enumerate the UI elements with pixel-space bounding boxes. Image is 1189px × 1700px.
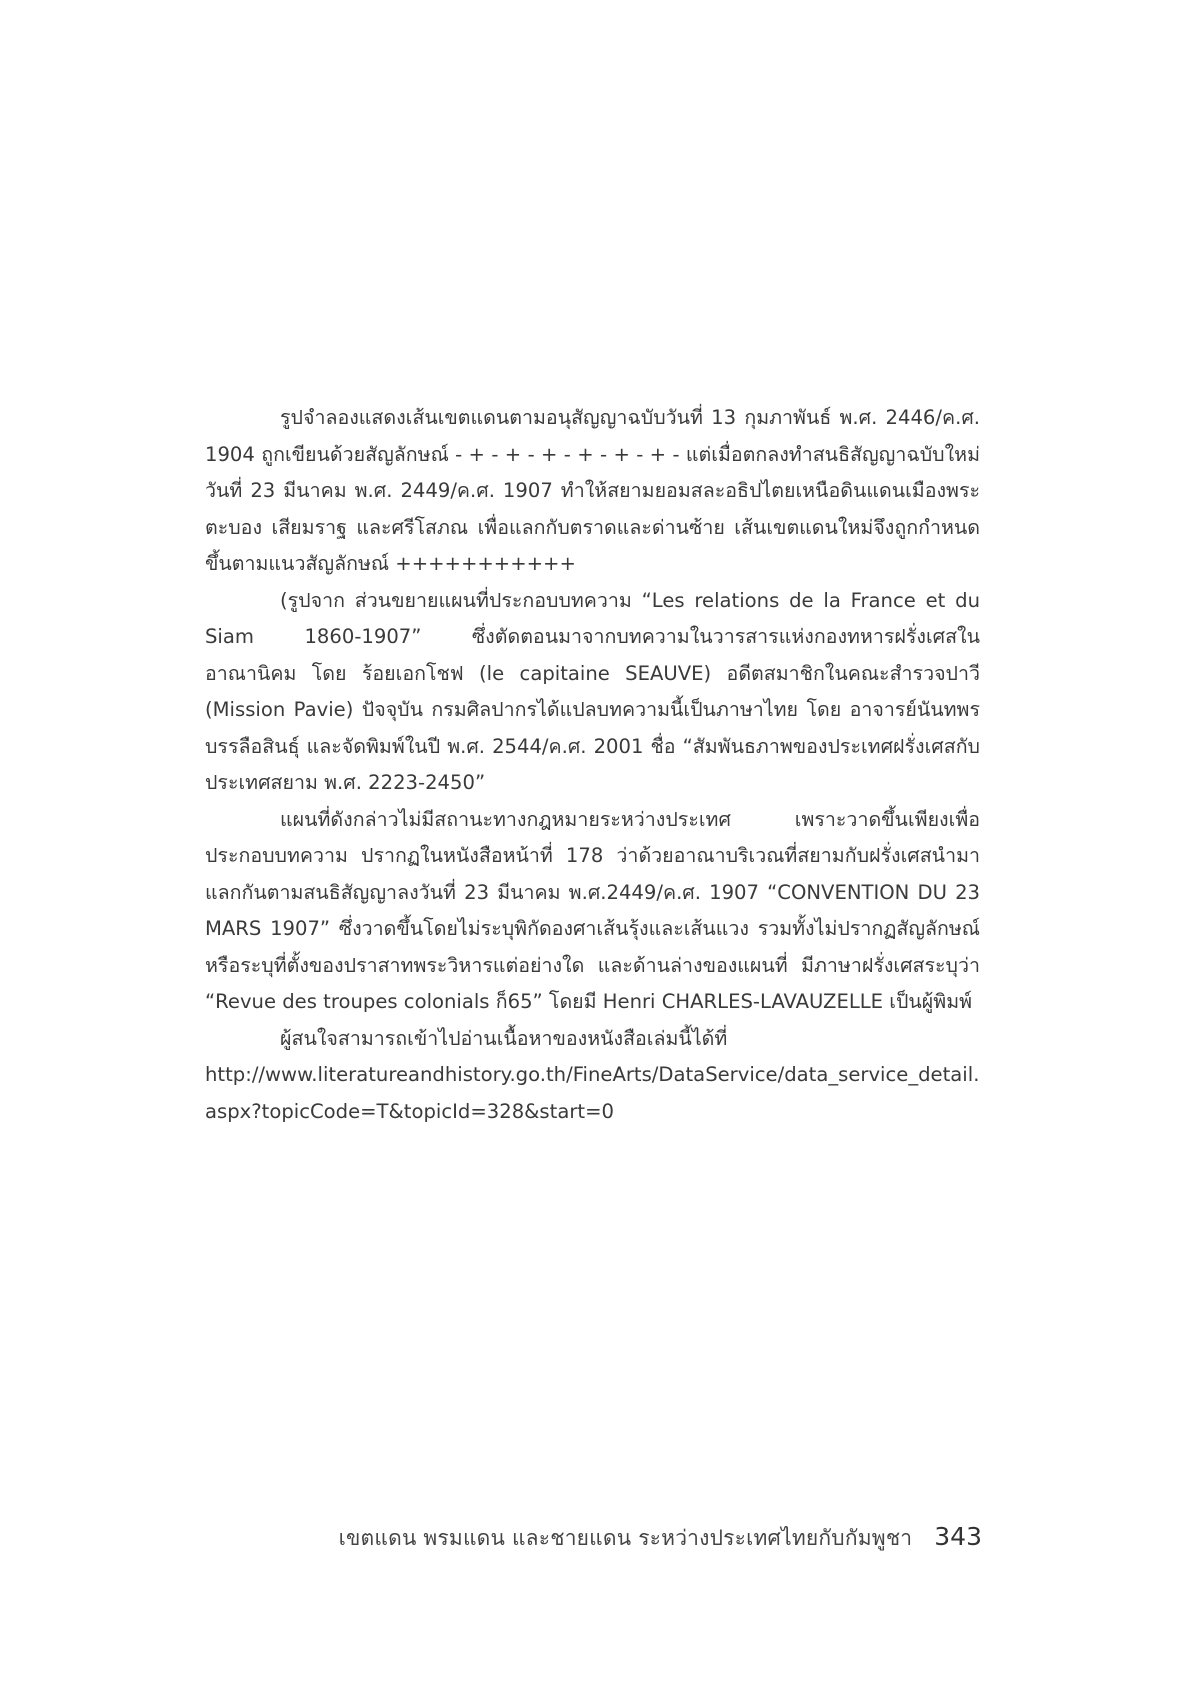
running-title: เขตแดน พรมแดน และชายแดน ระหว่างประเทศไทยกับกัมพูชา — [338, 1526, 913, 1550]
paragraph-map-source: (รูปจาก ส่วนขยายแผนที่ประกอบบทความ “Les relations de la France et du Siam 1860-1907” ซึ่งตัดตอนมาจากบทความในวารสารแห่งกองทหารฝรั่งเศสในอาณานิคม โดย ร้อยเอกโชฟ (le capitaine SEAUVE) อดีตสมาชิกในคณะสำรวจปาวี (Mission Pavie) ปัจจุบัน กรมศิลปากรได้แปลบทความนี้เป็นภาษาไทย โดย อาจารย์นันทพร บรรลือสินธุ์ และจัดพิมพ์ในปี พ.ศ. 2544/ค.ศ. 2001 ชื่อ “สัมพันธภาพของประเทศฝรั่งเศสกับประเทศสยาม พ.ศ. 2223-2450” — [205, 588, 980, 794]
paragraph-map-description: รูปจำลองแสดงเส้นเขตแดนตามอนุสัญญาฉบับวันที่ 13 กุมภาพันธ์ พ.ศ. 2446/ค.ศ. 1904 ถูกเขียนด้วยสัญลักษณ์ - + - + - + - + - + - + - แต่เมื่อตกลงทำสนธิสัญญาฉบับใหม่วันที่ 23 มีนาคม พ.ศ. 2449/ค.ศ. 1907 ทำให้สยามยอมสละอธิปไตยเหนือดินแดนเมืองพระตะบอง เสียมราฐ และศรีโสภณ เพื่อแลกกับตราดและด่านซ้าย เส้นเขตแดนใหม่จึงถูกกำหนดขึ้นตามแนวสัญลักษณ์ +++++++++++ — [205, 406, 980, 575]
paragraph-legal-status: แผนที่ดังกล่าวไม่มีสถานะทางกฎหมายระหว่างประเทศ เพราะวาดขึ้นเพียงเพื่อประกอบบทความ ปรากฏในหนังสือหน้าที่ 178 ว่าด้วยอาณาบริเวณที่สยามกับฝรั่งเศสนำมาแลกกันตามสนธิสัญญาลงวันที่ 23 มีนาคม พ.ศ.2449/ค.ศ. 1907 “CONVENTION DU 23 MARS 1907” ซึ่งวาดขึ้นโดยไม่ระบุพิกัดองศาเส้นรุ้งและเส้นแวง รวมทั้งไม่ปรากฏสัญลักษณ์หรือระบุที่ตั้งของปราสาทพระวิหารแต่อย่างใด และด้านล่างของแผนที่ มีภาษาฝรั่งเศสระบุว่า “Revue des troupes colonials ก็65” โดยมี Henri CHARLES-LAVAUZELLE เป็นผู้พิมพ์ — [205, 807, 980, 1013]
paragraph-further-reading: ผู้สนใจสามารถเข้าไปอ่านเนื้อหาของหนังสือเล่มนี้ได้ที่ http://www.literatureandhistory.go.th/FineArts/DataService/data_service_detail.aspx?topicCode=T&topicId=328&start=0 — [205, 1026, 980, 1123]
page-footer — [339, 1522, 982, 1555]
body-text — [205, 400, 980, 1130]
page-number: 343 — [934, 1522, 982, 1551]
